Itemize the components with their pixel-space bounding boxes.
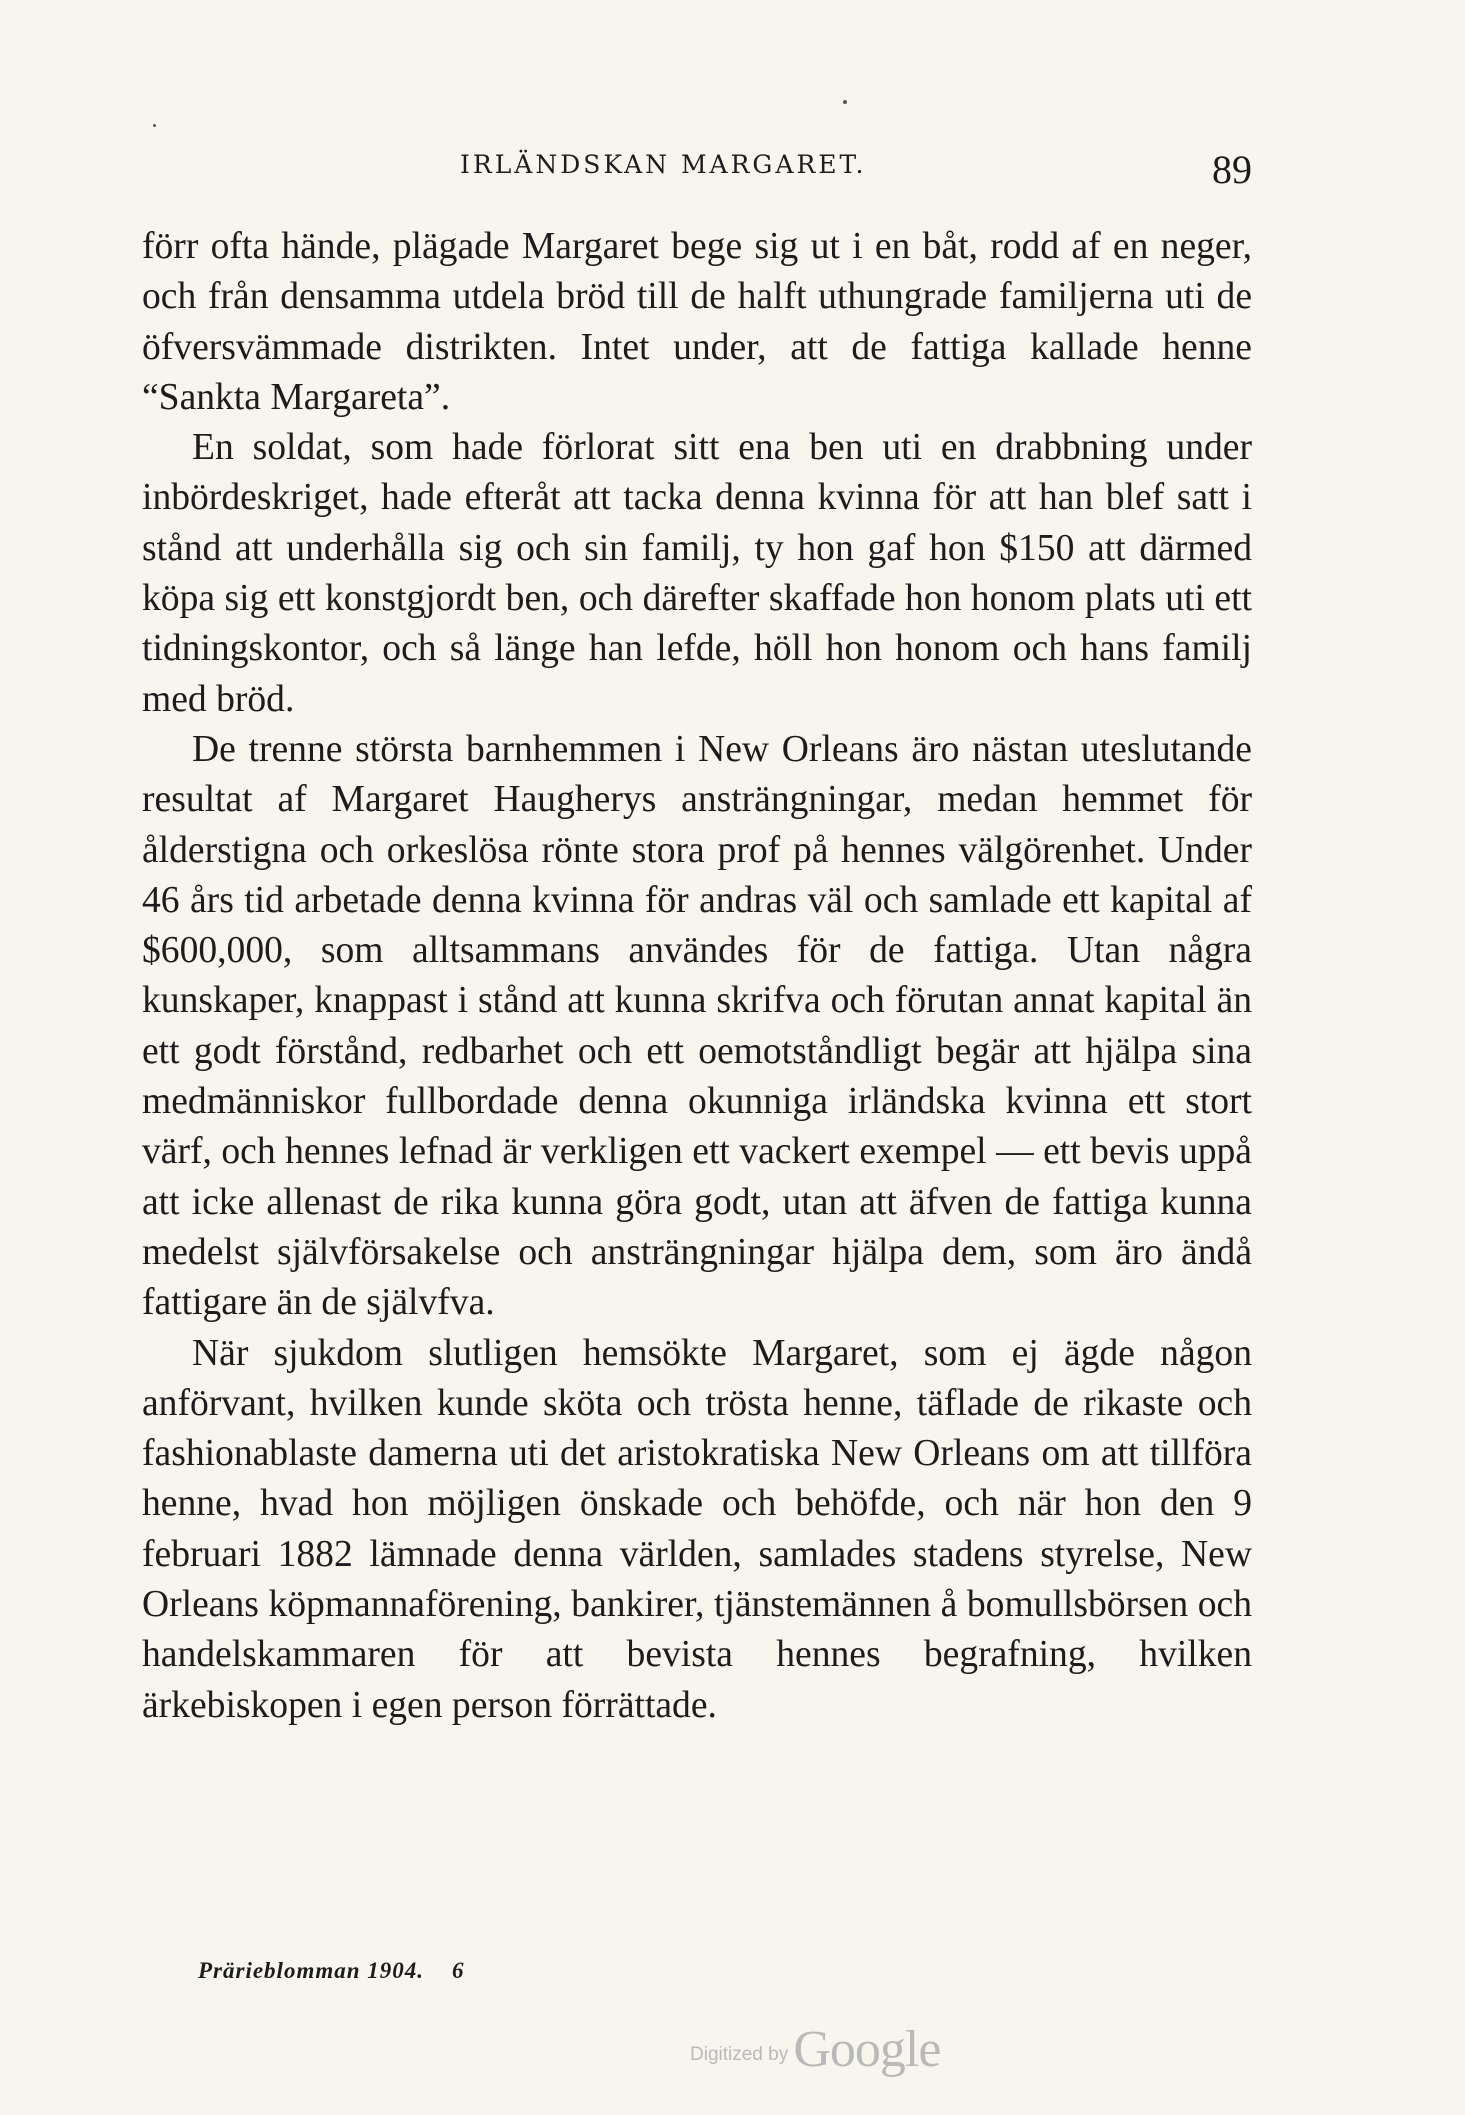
paragraph-1: förr ofta hände, plägade Margaret bege sig ut i en båt, rodd af en neger, och från densamma utdela bröd till de halft uthungrade familjerna uti de öfversvämmade distrikten. Intet under, att de fattiga kallade henne “Sankta Margareta”. [142,226,1252,418]
signature-title: Prärieblomman 1904. [198,1958,425,1983]
google-logo: Google [793,2021,941,2078]
paragraph-4: När sjukdom slutligen hemsökte Margaret, som ej ägde någon anförvant, hvilken kunde sköta och trösta henne, täflade de rikaste och fashionablaste damerna uti det aristokratiska New Orleans om att tillföra henne, hvad hon möjligen önskade och behöfde, och när hon den 9 februari 1882 lämnade denna världen, samlades stadens styrelse, New Orleans köpmannaförening, bankirer, tjänstemännen å bomullsbörsen och handelskammaren för att bevista hennes begrafning, hvilken ärkebiskopen i egen person förrättade. [142,1332,1252,1726]
watermark-prefix: Digitized by [690,2044,789,2065]
page-number: 89 [1212,147,1252,192]
body-text [142,222,1252,1731]
scan-speck [153,124,156,127]
printer-signature [198,1958,465,1984]
paragraph-2: En soldat, som hade förlorat sitt ena ben uti en drabbning under inbördeskriget, hade efteråt att tacka denna kvinna för att han blef satt i stånd att underhålla sig och sin familj, ty hon gaf hon $150 att därmed köpa sig ett konstgjordt ben, och därefter skaffade hon honom plats uti ett tidningskontor, och så länge han lefde, höll hon honom och hans familj med bröd. [142,427,1252,720]
scan-speck [843,100,847,104]
paragraph-3: De trenne största barnhemmen i New Orleans äro nästan uteslutande resultat af Margaret Haugherys ansträngningar, medan hemmet för ålderstigna och orkeslösa rönte stora prof på hennes välgörenhet. Under 46 års tid arbetade denna kvinna för andras väl och samlade ett kapital af $600,000, som alltsammans användes för de fattiga. Utan några kunskaper, knappast i stånd att kunna skrifva och förutan annat kapital än ett godt förstånd, redbarhet och ett oemotståndligt begär att hjälpa sina medmänniskor fullbordade denna okunniga irländska kvinna ett stort värf, och hennes lefnad är verkligen ett vackert exempel — ett bevis uppå att icke allenast de rika kunna göra godt, utan att äfven de fattiga kunna medelst självförsakelse och ansträngningar hjälpa dem, som äro ändå fattigare än de självfva. [142,728,1252,1324]
digitized-watermark [690,2020,940,2079]
signature-number: 6 [452,1958,465,1983]
running-head: IRLÄNDSKAN MARGARET. [460,150,867,179]
